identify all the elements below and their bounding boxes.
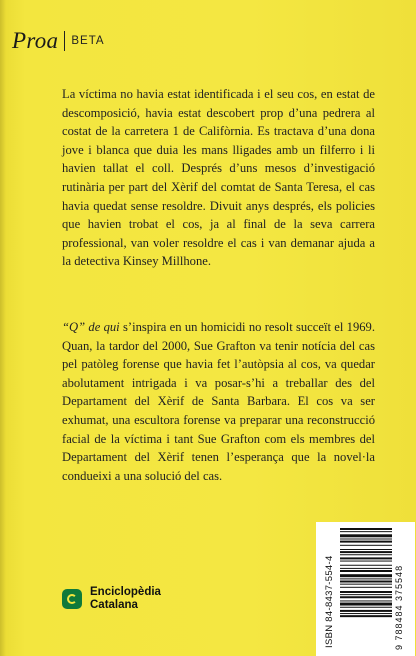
barcode-stripe <box>340 596 392 598</box>
barcode-stripe <box>340 534 392 537</box>
barcode-stripe <box>340 578 392 579</box>
barcode-stripe <box>340 574 392 577</box>
publisher-e-icon <box>62 589 82 609</box>
barcode-bars <box>340 528 392 652</box>
blurb-paragraph-2-text: s’inspira en un homicidi no resolt succeït el 1969. Quan, la tardor del 2000, Sue Grafton va tenir notícia del cas pel patòleg forense que havia fet l’autòpsia al cos, va quedar abolutament intrigada i va posar-s’hi a treballar des del Departament del Xèrif de Santa Barbara. El cos va ser exhumat, una escultora forense va preparar una reconstrucció facial de la víctima i tant Sue Grafton com els membres del Departament del Xèrif tenen l’esperança que la novel·la condueixi a una solució del cas. <box>62 320 375 483</box>
barcode-stripe <box>340 615 392 617</box>
barcode-stripe <box>340 568 392 569</box>
publisher-logo <box>62 586 161 612</box>
barcode-stripe <box>340 557 392 559</box>
barcode-stripe <box>340 541 392 543</box>
barcode-stripe <box>340 594 392 595</box>
barcode-stripe <box>340 565 392 566</box>
isbn-number: ISBN 84-8437-554-4 <box>324 555 335 648</box>
series-name: BETA <box>71 35 105 47</box>
spine-shadow <box>0 0 6 656</box>
barcode-stripe <box>340 581 392 583</box>
barcode-stripe <box>340 613 392 614</box>
barcode-stripe <box>340 561 392 562</box>
series-header <box>12 28 105 54</box>
blurb-paragraph-1: La víctima no havia estat identificada i el seu cos, en estat de descomposició, havia estat descobert prop d’una pedrera al costat de la carretera 1 de Califòrnia. Es tractava d’una dona jove i blanca que duia les mans lligades amb un filferro i li havien tallat el coll. Després d’uns mesos d’investigació rutinària per part del Xèrif del comtat de Santa Teresa, el cas havia quedat sense resoldre. Divuit anys després, els policies que havien trobat el cos, ja al final de la seva carrera professional, van voler resoldre el cas i van demanar ajuda a la detectiva Kinsey Millhone. <box>62 87 375 269</box>
barcode-stripe <box>340 610 392 612</box>
ean-number: 9 788484 375548 <box>394 564 404 650</box>
barcode-stripe <box>340 539 392 540</box>
header-divider <box>64 31 65 51</box>
barcode-stripe <box>340 584 392 585</box>
blurb-paragraph-2 <box>62 318 375 485</box>
publisher-name <box>90 586 161 612</box>
imprint-name: Proa <box>12 28 59 53</box>
barcode-stripe <box>340 591 392 593</box>
barcode-stripe <box>340 545 392 546</box>
barcode-stripe <box>340 528 392 530</box>
barcode-stripe <box>340 554 392 555</box>
barcode-stripe <box>340 600 392 601</box>
book-title: “Q” de qui <box>62 320 120 334</box>
barcode-stripe <box>340 551 392 553</box>
publisher-name-line-1: Enciclopèdia <box>90 586 161 598</box>
barcode-stripe <box>340 531 392 532</box>
barcode-stripe <box>340 603 392 606</box>
publisher-name-line-2: Catalana <box>90 599 138 611</box>
barcode-stripe <box>340 587 392 588</box>
barcode-stripe <box>340 570 392 572</box>
barcode-stripe <box>340 607 392 608</box>
barcode-stripe <box>340 549 392 550</box>
